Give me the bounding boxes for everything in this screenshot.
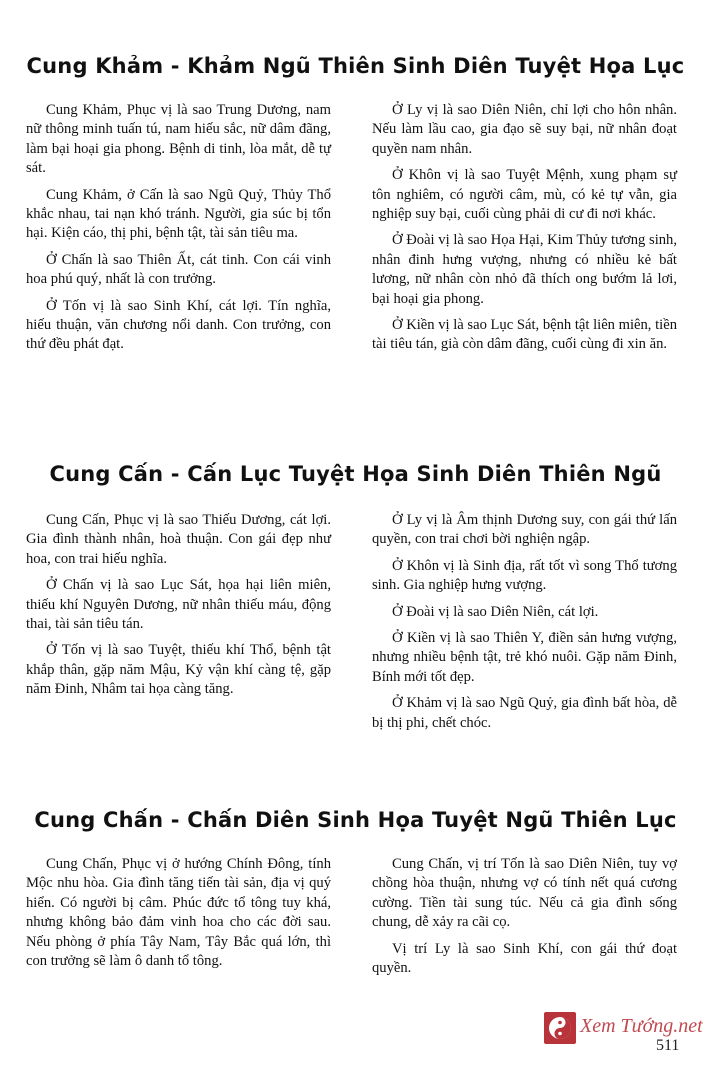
- paragraph: Ở Ly vị là sao Diên Niên, chỉ lợi cho hôn nhân. Nếu làm lầu cao, gia đạo sẽ suy bại, nữ nhân đoạt quyền nam nhân.: [372, 102, 677, 157]
- paragraph: Ở Chấn là sao Thiên Ất, cát tinh. Con cái vinh hoa phú quý, nhất là con trưởng.: [26, 251, 331, 288]
- section-can-left-column: [26, 511, 331, 707]
- paragraph: Ở Khảm vị là sao Ngũ Quỷ, gia đình bất hòa, dễ bị thị phi, chết chóc.: [372, 695, 677, 731]
- section-title-chan: Cung Chấn - Chấn Diên Sinh Họa Tuyệt Ngũ Thiên Lục: [34, 808, 677, 832]
- paragraph: Ở Tốn vị là sao Sinh Khí, cát lợi. Tín nghĩa, hiếu thuận, văn chương nổi danh. Con trưởng, con thứ đều phát đạt.: [26, 297, 331, 353]
- yin-yang-icon: [544, 1012, 576, 1044]
- section-chan-left-column: [26, 855, 331, 978]
- paragraph: Ở Chấn vị là sao Lục Sát, họa hại liên miên, thiếu khí Nguyên Dương, nữ nhân thiếu máu, động thai, tài sản tiêu tán.: [26, 577, 331, 633]
- paragraph: Vị trí Ly là sao Sinh Khí, con gái thứ đoạt quyền.: [372, 940, 677, 977]
- section-khan-right-column: [372, 101, 677, 362]
- section-khan-left-column: [26, 101, 331, 362]
- paragraph: Ở Ly vị là Âm thịnh Dương suy, con gái thứ lấn quyền, con trai chơi bời nghiện ngập.: [372, 512, 677, 548]
- section-title-can: Cung Cấn - Cấn Lục Tuyệt Họa Sinh Diên Thiên Ngũ: [49, 462, 662, 486]
- paragraph: Ở Đoài vị là sao Họa Hại, Kim Thủy tương sinh, nhân đinh hưng vượng, nhưng có nhiều kẻ bất lương, nữ nhân còn nhỏ đã thích ong bướm lả lơi, bại hoại gia phong.: [372, 232, 677, 307]
- paragraph: Cung Chấn, Phục vị ở hướng Chính Đông, tính Mộc nhu hòa. Gia đình tăng tiến tài sản, địa vị quý hiển. Có người bị câm. Phúc đức tổ tông tuy khá, nhưng không bảo đảm vinh hoa cho các đời sau. Nếu phòng ở phía Tây Nam, Tây Bắc quá lớn, thì con trưởng sẽ làm ô danh tổ tông.: [26, 856, 331, 970]
- logo-text: Xem Tướng.net: [580, 1015, 703, 1037]
- paragraph: Ở Đoài vị là sao Diên Niên, cát lợi.: [392, 603, 599, 620]
- section-can-right-column: [372, 511, 677, 740]
- paragraph: Cung Khảm, ở Cấn là sao Ngũ Quỷ, Thủy Thổ khắc nhau, tai nạn khó tránh. Người, gia súc bị tổn hại. Kiện cáo, thị phi, bệnh tật, tài sản tiêu ma.: [26, 186, 331, 242]
- page-number: 511: [656, 1037, 680, 1054]
- paragraph: Ở Tốn vị là sao Tuyệt, thiếu khí Thổ, bệnh tật khắp thân, gặp năm Mậu, Kỷ vận khí càng tệ, gặp năm Đinh, Nhâm tai họa càng tăng.: [26, 642, 331, 698]
- paragraph: Cung Khảm, Phục vị là sao Trung Dương, nam nữ thông minh tuấn tú, nam hiếu sắc, nữ dâm đãng, làm bại hoại gia phong. Bệnh di tinh, lòa mắt, dễ tự sát.: [26, 102, 331, 177]
- paragraph: Cung Cấn, Phục vị là sao Thiếu Dương, cát lợi. Gia đình thành nhân, hoà thuận. Con gái đẹp như hoa, con trai hiếu nghĩa.: [26, 512, 331, 567]
- paragraph: Cung Chấn, vị trí Tốn là sao Diên Niên, tuy vợ chồng hòa thuận, nhưng vợ có tính nết quá cương cường. Tiền tài sung túc. Nếu cả gia đình sống chung, dễ xảy ra cãi cọ.: [372, 856, 677, 931]
- paragraph: Ở Khôn vị là sao Tuyệt Mệnh, xung phạm sự tôn nghiêm, có người câm, mù, có kẻ tự vẫn, gia nghiệp suy bại, cuối cùng phải di cư đi nơi khác.: [372, 167, 677, 223]
- paragraph: Ở Khôn vị là Sinh địa, rất tốt vì song Thổ tương sinh. Gia nghiệp hưng vượng.: [372, 557, 677, 594]
- paragraph: Ở Kiền vị là sao Lục Sát, bệnh tật liên miên, tiền tài tiêu tán, già còn dâm đãng, cuối cùng đi xin ăn.: [372, 317, 677, 353]
- paragraph: Ở Kiền vị là sao Thiên Y, điền sản hưng vượng, nhưng nhiều bệnh tật, trẻ khó nuôi. Gặp năm Đinh, Bính mới tốt đẹp.: [372, 630, 677, 685]
- site-logo: [544, 1009, 704, 1053]
- section-chan-right-column: [372, 855, 677, 985]
- section-title-khan: Cung Khảm - Khảm Ngũ Thiên Sinh Diên Tuyệt Họa Lục: [26, 54, 685, 78]
